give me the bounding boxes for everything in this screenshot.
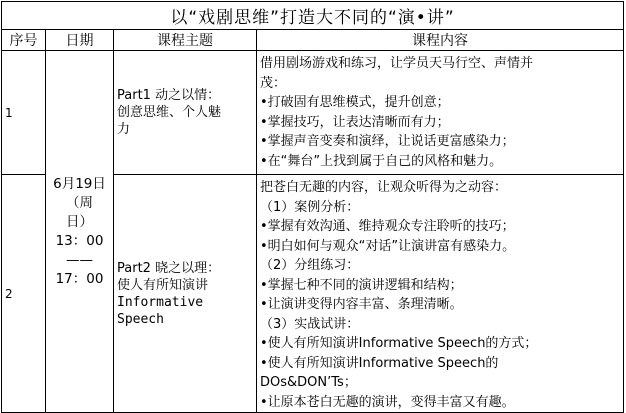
theme-cell — [114, 175, 257, 413]
theme-line: 创意思维、个人魅 — [117, 105, 222, 120]
content-cell — [257, 175, 624, 413]
content-line: （2）分组练习： — [260, 258, 360, 273]
content-line: 借用剧场游戏和练习，让学员天马行空、声情并 — [260, 56, 534, 71]
content-line: DOs&DON’Ts； — [260, 375, 357, 390]
theme-line: Part1 动之以情： — [117, 88, 221, 103]
theme-line: 力 — [117, 122, 131, 137]
table-row — [2, 51, 624, 175]
date-line: —— — [66, 251, 93, 268]
date-line: 17：00 — [55, 270, 104, 287]
table-title: 以“戏剧思维”打造大不同的“演•讲” — [2, 2, 624, 30]
row-number: 1 — [2, 51, 46, 175]
content-line: •打破固有思维模式，提升创意； — [260, 95, 450, 110]
header-date: 日期 — [46, 30, 114, 51]
content-line: （1）案例分析： — [260, 199, 360, 215]
theme-cell — [114, 51, 257, 175]
theme-line: Speech — [117, 311, 164, 327]
content-line: •掌握技巧，让表达清晰而有力； — [260, 114, 450, 130]
content-line: 把苍白无趣的内容，让观众听得为之动容： — [260, 180, 508, 195]
date-line: （周 — [66, 194, 93, 211]
content-line: •掌握声音变奏和演绎，让说话更富感染力； — [260, 134, 515, 149]
content-line: •明白如何与观众“对话”让演讲富有感染力。 — [260, 238, 516, 254]
content-cell — [257, 51, 624, 175]
theme-line: 使人有所知演讲 — [117, 277, 209, 293]
content-line: •让原本苍白无趣的演讲，变得丰富又有趣。 — [260, 394, 515, 410]
date-line: 6月19日 — [53, 175, 106, 192]
theme-line: Part2 晓之以理： — [117, 260, 221, 276]
date-line: 13：00 — [55, 232, 104, 249]
date-cell — [46, 51, 114, 413]
content-line: •使人有所知演讲Informative Speech的方式； — [260, 336, 538, 351]
course-schedule — [1, 1, 625, 408]
header-content: 课程内容 — [257, 30, 624, 51]
content-line: •让演讲变得内容丰富、条理清晰。 — [260, 297, 463, 312]
content-line: •在“舞台”上找到属于自己的风格和魅力。 — [260, 153, 503, 169]
row-number: 2 — [2, 175, 46, 413]
content-line: •使人有所知演讲Informative Speech的 — [260, 355, 499, 371]
header-row — [2, 30, 624, 51]
content-line: •掌握有效沟通、维持观众专注聆听的技巧； — [260, 219, 515, 234]
theme-line: Informative — [117, 294, 204, 310]
header-theme: 课程主题 — [114, 30, 257, 51]
header-num: 序号 — [2, 30, 46, 51]
date-line: 日） — [66, 213, 93, 230]
content-line: •掌握七种不同的演讲逻辑和结构； — [260, 277, 463, 293]
schedule-table — [1, 1, 624, 413]
content-line: 茂： — [260, 75, 287, 91]
content-line: （3）实战试讲： — [260, 316, 360, 332]
